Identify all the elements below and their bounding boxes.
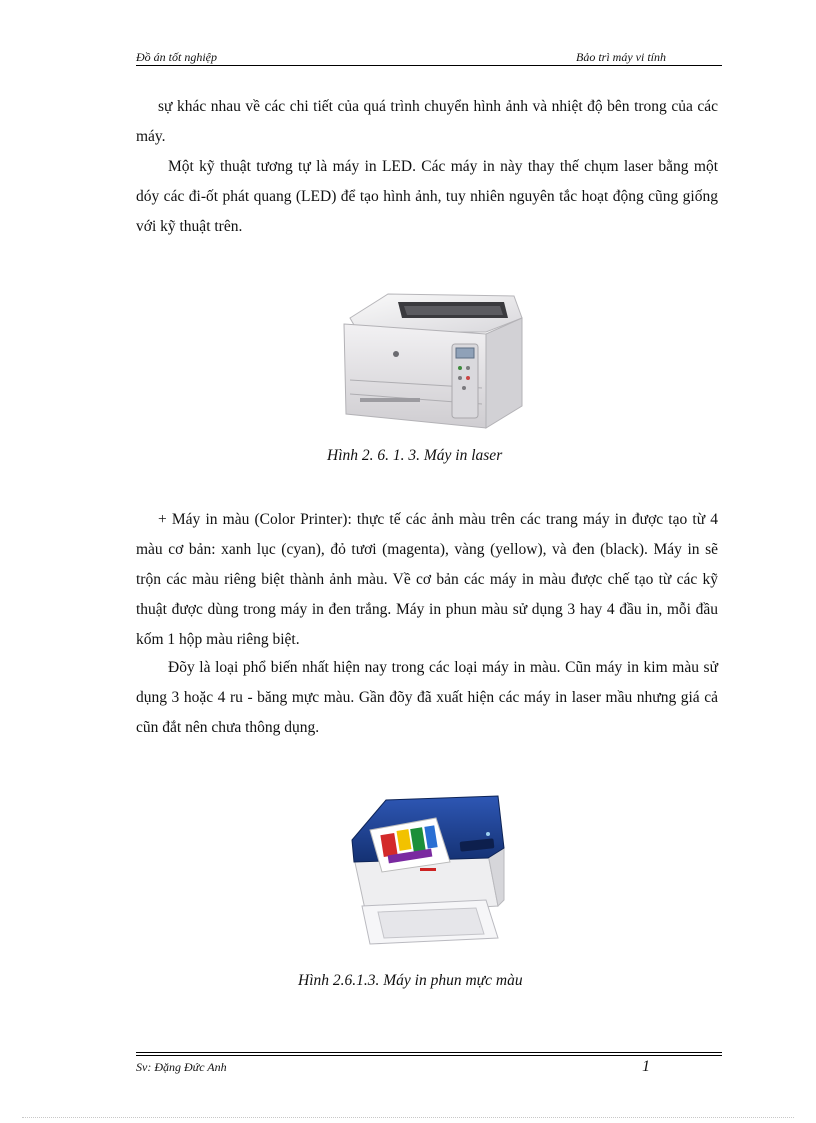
header-rule bbox=[136, 65, 722, 66]
page-number: 1 bbox=[642, 1058, 650, 1075]
color-printer-image bbox=[348, 788, 508, 946]
footer-author: Sv: Đặng Đức Anh bbox=[136, 1060, 227, 1074]
footer-rule-bottom bbox=[136, 1055, 722, 1056]
paragraph-1: sự khác nhau về các chi tiết của quá trình chuyển hình ảnh và nhiệt độ bên trong của các máy. bbox=[136, 98, 718, 145]
figure-1-caption: Hình 2. 6. 1. 3. Máy in laser bbox=[327, 447, 503, 464]
paragraph-4: Đõy là loại phổ biến nhất hiện nay trong các loại máy in màu. Cũn máy in kim màu sử dụng 3 hoặc 4 ru - băng mực màu. Gần đõy đã xuất hiện các máy in laser mầu nhưng giá cả cũn đắt nên chưa thông dụng. bbox=[136, 659, 718, 736]
paragraph-2: Một kỹ thuật tương tự là máy in LED. Các máy in này thay thế chụm laser bằng một dóy các đi-ốt phát quang (LED) để tạo hình ảnh, tuy nhiên nguyên tắc hoạt động cũng giống với kỹ thuật trên. bbox=[136, 158, 718, 235]
header-right-title: Bảo trì máy vi tính bbox=[576, 50, 666, 64]
laser-printer-image bbox=[336, 288, 528, 436]
paragraph-3: + Máy in màu (Color Printer): thực tế các ảnh màu trên các trang máy in được tạo từ 4 màu cơ bản: xanh lục (cyan), đỏ tươi (magenta), vàng (yellow), và đen (black). Máy in sẽ trộn các màu riêng biệt thành ảnh màu. Về cơ bản các máy in màu được chế tạo từ các kỹ thuật được dùng trong máy in đen trắng. Máy in phun màu sử dụng 3 hay 4 đầu in, mỗi đầu kốm 1 hộp màu riêng biệt. bbox=[136, 511, 718, 648]
figure-2-caption: Hình 2.6.1.3. Máy in phun mực màu bbox=[298, 972, 523, 989]
page-header bbox=[136, 48, 722, 66]
footer-rule-top bbox=[136, 1052, 722, 1053]
page-bottom-dotted-border bbox=[22, 1117, 794, 1118]
header-left-title: Đồ án tốt nghiệp bbox=[136, 50, 217, 64]
